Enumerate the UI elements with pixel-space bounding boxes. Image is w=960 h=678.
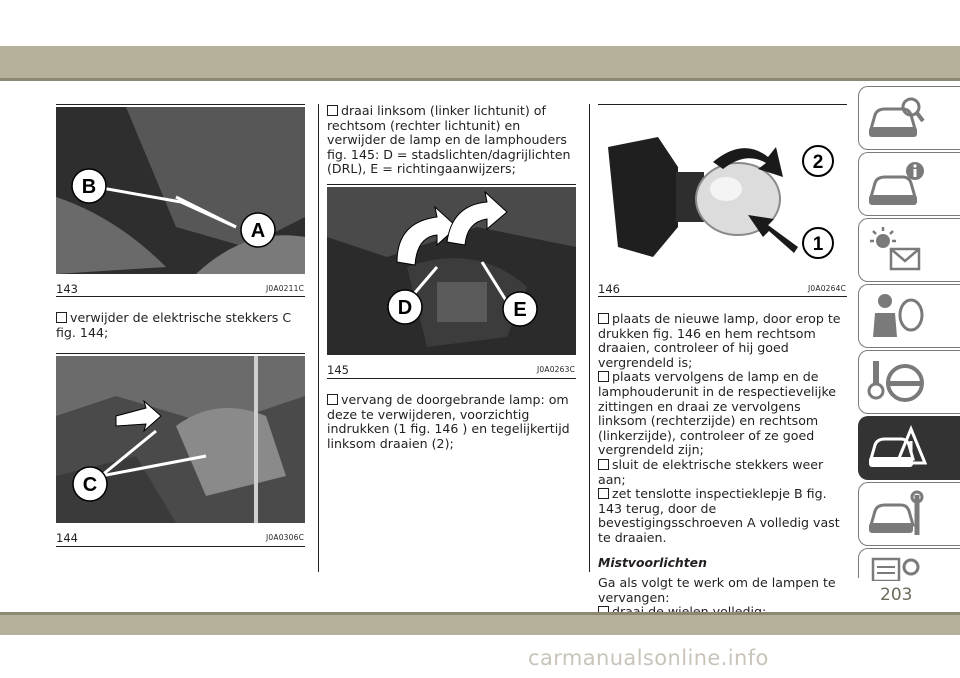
checkbox-bullet-icon — [598, 459, 609, 470]
column-divider-1 — [318, 104, 319, 572]
specifications-gear-icon — [867, 555, 927, 581]
figure-144-illustration — [56, 356, 305, 523]
figure-143-label-a: A — [250, 220, 266, 242]
checkbox-bullet-icon — [598, 488, 609, 499]
column-1-text — [56, 311, 306, 340]
figure-144-label-c: C — [82, 474, 98, 496]
figure-145-label-d: D — [397, 297, 413, 319]
section-heading: Mistvoorlichten — [598, 554, 707, 570]
checkbox-bullet-icon — [598, 313, 609, 324]
figure-143 — [56, 107, 305, 274]
list-item: verwijder de elektrische stekkers C fig. 144; — [56, 310, 292, 340]
list-item: plaats de nieuwe lamp, door erop te drukken fig. 146 en hem rechtsom draaien, controleer of hij goed vergrendeld is; — [598, 311, 841, 370]
figure-144-top-rule — [56, 353, 305, 354]
figure-146-code: J0A0264C — [808, 284, 847, 293]
column-divider-2 — [589, 104, 590, 572]
page-number: 203 — [880, 585, 913, 605]
key-steering-wheel-icon — [867, 357, 927, 409]
figure-144-bottom-rule — [56, 546, 305, 547]
figure-146-label-2: 2 — [812, 152, 824, 173]
checkbox-bullet-icon — [327, 394, 338, 405]
figure-146-label-1: 1 — [812, 234, 824, 255]
section-intro: Ga als volgt te werk om de lampen te vervangen: — [598, 575, 836, 605]
tab-warning-lights-messages[interactable] — [858, 218, 960, 282]
top-band-line — [0, 78, 960, 81]
figure-145-bottom-rule — [327, 378, 576, 379]
tab-car-info[interactable] — [858, 152, 960, 216]
list-item: vervang de doorgebrande lamp: om deze te verwijderen, voorzichtig indrukken (1 fig. 146 ) en tegelijkertijd linksom draaien (2); — [327, 392, 570, 451]
top-band — [0, 46, 960, 78]
figure-143-bottom-rule — [56, 296, 305, 297]
tab-safety[interactable] — [858, 284, 960, 348]
airbag-person-icon — [867, 291, 927, 343]
watermark: carmanualsonline.info — [528, 646, 769, 670]
figure-145-illustration — [327, 187, 576, 355]
car-wrench-icon — [867, 489, 927, 541]
figure-144-code: J0A0306C — [266, 533, 305, 542]
car-breakdown-warning-icon — [867, 423, 927, 475]
figure-143-label-b: B — [81, 176, 97, 198]
column-3-text — [598, 312, 850, 620]
figure-143-code: J0A0211C — [266, 284, 305, 293]
figure-144-number: 144 — [56, 531, 78, 545]
tab-technical-specifications[interactable] — [858, 548, 960, 578]
column-2-text-bottom — [327, 393, 579, 451]
figure-146-number: 146 — [598, 282, 620, 296]
checkbox-bullet-icon — [327, 105, 338, 116]
list-item: sluit de elektrische stekkers weer aan; — [598, 456, 824, 487]
car-search-icon — [867, 93, 927, 145]
column-2-text-top — [327, 104, 579, 177]
car-info-icon — [867, 159, 927, 211]
checkbox-bullet-icon — [56, 312, 67, 323]
list-item: zet tenslotte inspectieklepje B fig. 143 terug, door de bevestigingsschroeven A volledig vast te draaien. — [598, 486, 840, 545]
figure-145 — [327, 187, 576, 355]
list-item: plaats vervolgens de lamp en de lamphouderunit in de respectievelijke zittingen en draai ze vervolgens linksom (rechterzijde) en rechtsom (linkerzijde), controleer of ze goed vergrendeld zijn; — [598, 369, 837, 458]
figure-146-illustration — [598, 107, 847, 274]
tab-servicing[interactable] — [858, 482, 960, 546]
figure-143-number: 143 — [56, 282, 78, 296]
figure-146 — [598, 107, 847, 274]
figure-146-top-rule — [598, 104, 847, 105]
figure-145-top-rule — [327, 184, 576, 185]
list-item: draai linksom (linker lichtunit) of rechtsom (rechter lichtunit) en verwijder de lamp en de lamphouders fig. 145: D = stadslichten/dagrijlichten (DRL), E = richtingaanwijzers; — [327, 103, 571, 177]
figure-146-bottom-rule — [598, 296, 847, 297]
bottom-band — [0, 612, 960, 635]
tab-starting-driving[interactable] — [858, 350, 960, 414]
figure-143-illustration — [56, 107, 305, 274]
checkbox-bullet-icon — [598, 371, 609, 382]
figure-145-code: J0A0263C — [537, 365, 576, 374]
warning-light-mail-icon — [867, 225, 927, 277]
tab-emergency[interactable] — [858, 416, 960, 480]
tab-car-search[interactable] — [858, 86, 960, 150]
figure-143-top-rule — [56, 104, 305, 105]
figure-145-label-e: E — [513, 299, 527, 321]
figure-145-number: 145 — [327, 363, 349, 377]
figure-144 — [56, 356, 305, 523]
